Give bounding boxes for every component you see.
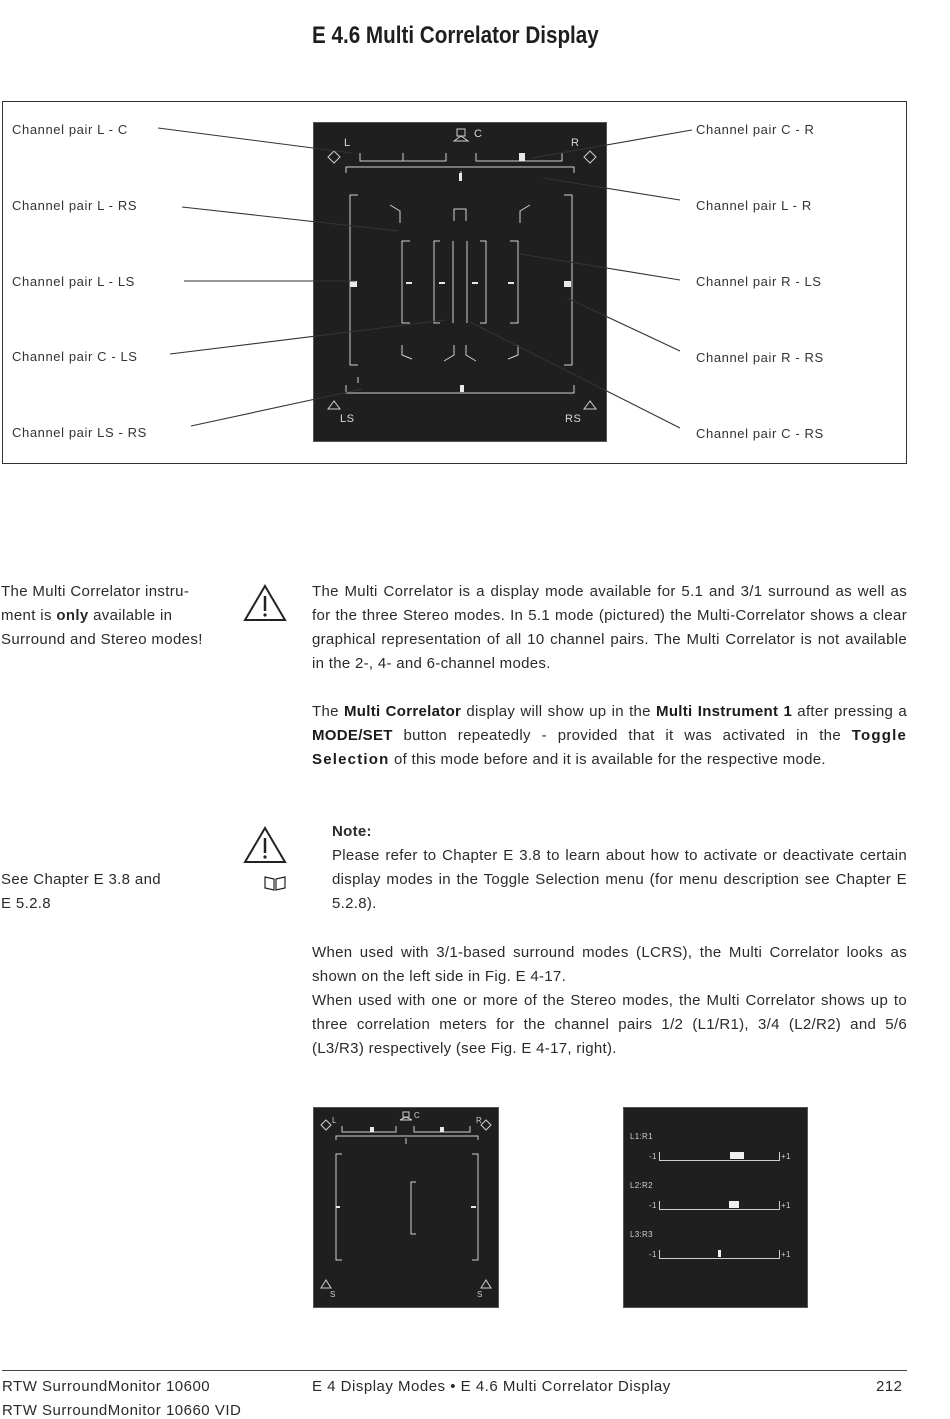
paragraph-intro: The Multi Correlator is a display mode available for 5.1 and 3/1 surround as well as for the three Stereo modes. In 5.1 mode (pictured) the Multi-Correlator shows a clear graphical representation of all 10 channel pairs. The Multi Correlator is not available in the 2-, 4- and 6-channel modes. [312, 583, 907, 672]
screen-label-ls: LS [340, 413, 355, 425]
label-r-ls: Channel pair R - LS [696, 274, 822, 289]
note-block [332, 820, 907, 916]
meter-min: -1 [649, 1250, 657, 1259]
meter-name: L3:R3 [630, 1230, 653, 1239]
paragraph-activation: The Multi Correlator display will show up in the Multi Instrument 1 after pressing a MODE/SET button repeatedly - provided that it was activated in the Toggle Selection of this mode before and it is available for the respective mode. [312, 703, 907, 768]
meter-min: -1 [649, 1152, 657, 1161]
label-c-rs: Channel pair C - RS [696, 426, 824, 441]
page-number: 212 [876, 1378, 903, 1395]
meter-max: +1 [781, 1152, 791, 1161]
note-heading: Note: [332, 823, 372, 840]
meter-name: L2:R2 [630, 1181, 653, 1190]
footer-product-2: RTW SurroundMonitor 10660 VID [2, 1402, 242, 1419]
warning-margin-note [1, 580, 203, 652]
label-r-rs: Channel pair R - RS [696, 350, 824, 365]
lcrs-label-s-right: S [477, 1290, 483, 1299]
correlation-meter [624, 1181, 807, 1221]
meter-indicator [718, 1250, 721, 1257]
label-l-c: Channel pair L - C [12, 122, 128, 137]
warning-line-3: Surround and Stereo modes! [1, 631, 203, 648]
stereo-correlator-screen [623, 1107, 808, 1308]
page-title: E 4.6 Multi Correlator Display [312, 22, 599, 49]
footer-divider [2, 1370, 907, 1371]
screen-label-r: R [571, 137, 580, 149]
see-chapter-line-2: E 5.2.8 [1, 895, 51, 912]
meter-name: L1:R1 [630, 1132, 653, 1141]
correlation-meter [624, 1230, 807, 1270]
lcrs-label-r: R [476, 1116, 483, 1125]
meter-track [659, 1250, 780, 1259]
correlation-meter [624, 1132, 807, 1172]
meter-max: +1 [781, 1250, 791, 1259]
meter-max: +1 [781, 1201, 791, 1210]
meter-indicator [730, 1152, 744, 1159]
see-chapter-line-1: See Chapter E 3.8 and [1, 871, 161, 888]
warning-icon [243, 584, 287, 622]
screen-label-l: L [344, 137, 351, 149]
lcrs-label-l: L [332, 1116, 337, 1125]
paragraph-lcrs: When used with 3/1-based surround modes (LCRS), the Multi Correlator looks as shown on the left side in Fig. E 4-17. [312, 944, 907, 985]
meter-track [659, 1201, 780, 1210]
warning-icon [243, 826, 287, 864]
label-c-ls: Channel pair C - LS [12, 349, 138, 364]
label-ls-rs: Channel pair LS - RS [12, 425, 147, 440]
paragraph-stereo: When used with one or more of the Stereo modes, the Multi Correlator shows up to three correlation meters for the channel pairs 1/2 (L1/R1), 3/4 (L2/R2) and 5/6 (L3/R3) respectively (see Fig. E 4-17, right). [312, 992, 907, 1057]
meter-indicator [729, 1201, 739, 1208]
warning-line-1: The Multi Correlator instru- [1, 583, 190, 600]
book-icon [263, 874, 287, 892]
meter-track [659, 1152, 780, 1161]
label-l-r: Channel pair L - R [696, 198, 812, 213]
lcrs-graphic [314, 1108, 498, 1307]
meter-min: -1 [649, 1201, 657, 1210]
footer-product: RTW SurroundMonitor 10600 [2, 1378, 211, 1395]
footer-section: E 4 Display Modes • E 4.6 Multi Correlator Display [312, 1378, 671, 1395]
see-chapter-note [1, 868, 161, 916]
lcrs-label-s-left: S [330, 1290, 336, 1299]
label-c-r: Channel pair C - R [696, 122, 815, 137]
label-l-rs: Channel pair L - RS [12, 198, 138, 213]
label-l-ls: Channel pair L - LS [12, 274, 135, 289]
lcrs-label-c: C [414, 1111, 421, 1120]
screen-label-c: C [474, 128, 483, 140]
lcrs-correlator-screen [313, 1107, 499, 1308]
screen-label-rs: RS [565, 413, 582, 425]
warning-line-2: ment is only available in [1, 607, 173, 624]
note-text: Please refer to Chapter E 3.8 to learn about how to activate or deactivate certain display modes in the Toggle Selection menu (for menu description see Chapter E 5.2.8). [332, 847, 907, 912]
